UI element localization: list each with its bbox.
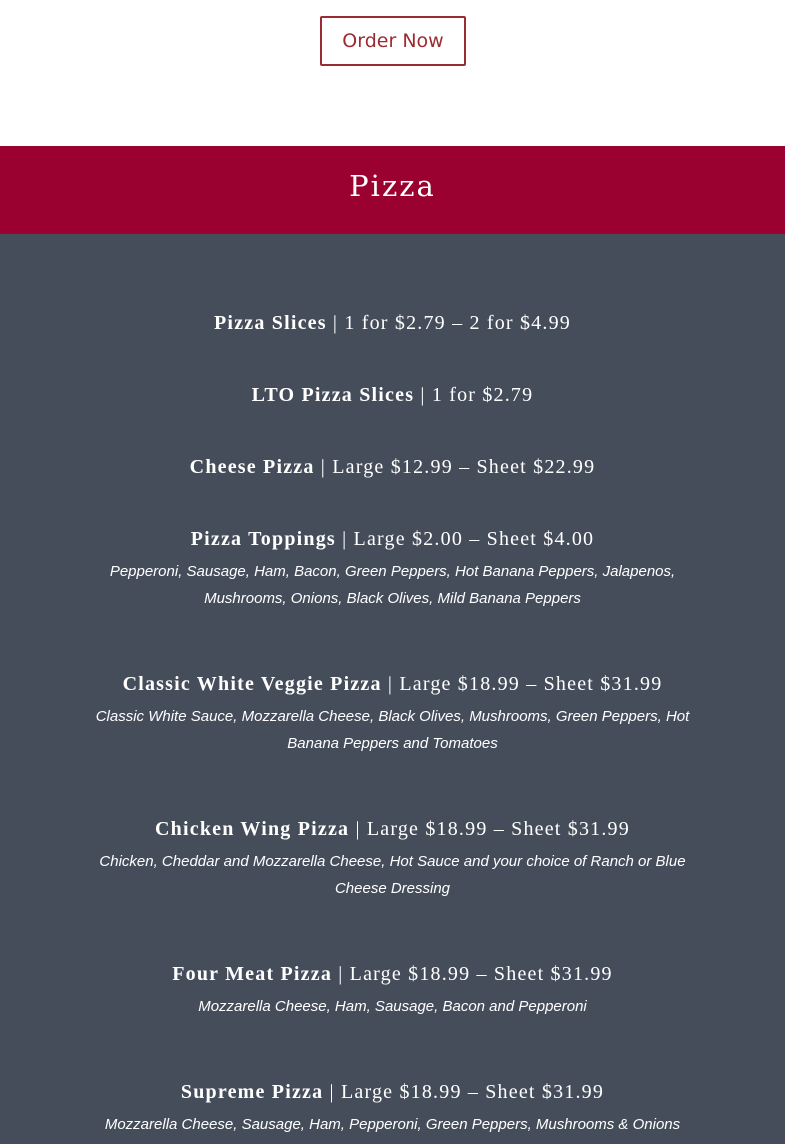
menu-item-title xyxy=(0,669,785,699)
menu-item-pizza-slices xyxy=(0,308,785,338)
menu-item-four-meat-pizza xyxy=(0,959,785,1020)
menu-item-price: Large $12.99 – Sheet $22.99 xyxy=(332,456,596,478)
menu-item-price: Large $18.99 – Sheet $31.99 xyxy=(349,963,613,985)
menu-item-description: Pepperoni, Sausage, Ham, Bacon, Green Peppers, Hot Banana Peppers, Jalapenos, Mushrooms, Onions, Black Olives, Mild Banana Peppers xyxy=(109,563,676,607)
menu-item-price: 1 for $2.79 xyxy=(431,384,534,406)
section-title: Pizza xyxy=(349,169,436,203)
menu-item-separator: | xyxy=(355,818,361,840)
menu-item-price: Large $18.99 – Sheet $31.99 xyxy=(399,673,663,695)
menu-item-name: Cheese Pizza xyxy=(189,456,315,478)
pizza-menu xyxy=(0,234,785,1144)
menu-item-title xyxy=(0,959,785,989)
menu-item-title xyxy=(0,524,785,554)
menu-item-name: Classic White Veggie Pizza xyxy=(122,673,382,695)
menu-item-name: Pizza Slices xyxy=(214,312,327,334)
menu-item-supreme-pizza xyxy=(0,1077,785,1138)
menu-item-description: Classic White Sauce, Mozzarella Cheese, Black Olives, Mushrooms, Green Peppers, Hot Banana Peppers and Tomatoes xyxy=(95,708,690,752)
menu-item-description: Mozzarella Cheese, Ham, Sausage, Bacon and Pepperoni xyxy=(198,998,587,1015)
menu-item-pizza-toppings xyxy=(0,524,785,612)
menu-item-price: Large $18.99 – Sheet $31.99 xyxy=(366,818,630,840)
menu-item-price: 1 for $2.79 – 2 for $4.99 xyxy=(344,312,571,334)
menu-item-separator: | xyxy=(320,456,327,478)
menu-item-name: Chicken Wing Pizza xyxy=(155,818,350,840)
menu-item-chicken-wing-pizza xyxy=(0,814,785,902)
top-area xyxy=(0,0,785,146)
menu-item-separator: | xyxy=(420,384,426,406)
order-now-button[interactable]: Order Now xyxy=(320,16,466,66)
menu-item-classic-white-veggie-pizza xyxy=(0,669,785,757)
menu-item-name: Four Meat Pizza xyxy=(172,963,333,985)
menu-item-separator: | xyxy=(342,528,348,550)
menu-item-price: Large $2.00 – Sheet $4.00 xyxy=(353,528,595,550)
menu-item-description: Chicken, Cheddar and Mozzarella Cheese, Hot Sauce and your choice of Ranch or Blue Cheese Dressing xyxy=(99,853,686,897)
menu-item-title xyxy=(0,814,785,844)
menu-item-name: Pizza Toppings xyxy=(190,528,336,550)
menu-item-name: LTO Pizza Slices xyxy=(251,384,415,406)
menu-item-title xyxy=(0,1077,785,1107)
menu-item-price: Large $18.99 – Sheet $31.99 xyxy=(340,1081,605,1103)
section-banner xyxy=(0,146,785,234)
menu-item-separator: | xyxy=(338,963,344,985)
menu-item-cheese-pizza xyxy=(0,452,785,482)
menu-item-description: Mozzarella Cheese, Sausage, Ham, Pepperoni, Green Peppers, Mushrooms & Onions xyxy=(104,1116,681,1133)
menu-item-title xyxy=(0,380,785,410)
menu-item-separator: | xyxy=(387,673,394,695)
menu-item-title xyxy=(0,452,785,482)
menu-item-separator: | xyxy=(332,312,339,334)
menu-item-separator: | xyxy=(329,1081,335,1103)
menu-item-lto-pizza-slices xyxy=(0,380,785,410)
menu-item-title xyxy=(0,308,785,338)
menu-item-name: Supreme Pizza xyxy=(180,1081,324,1103)
